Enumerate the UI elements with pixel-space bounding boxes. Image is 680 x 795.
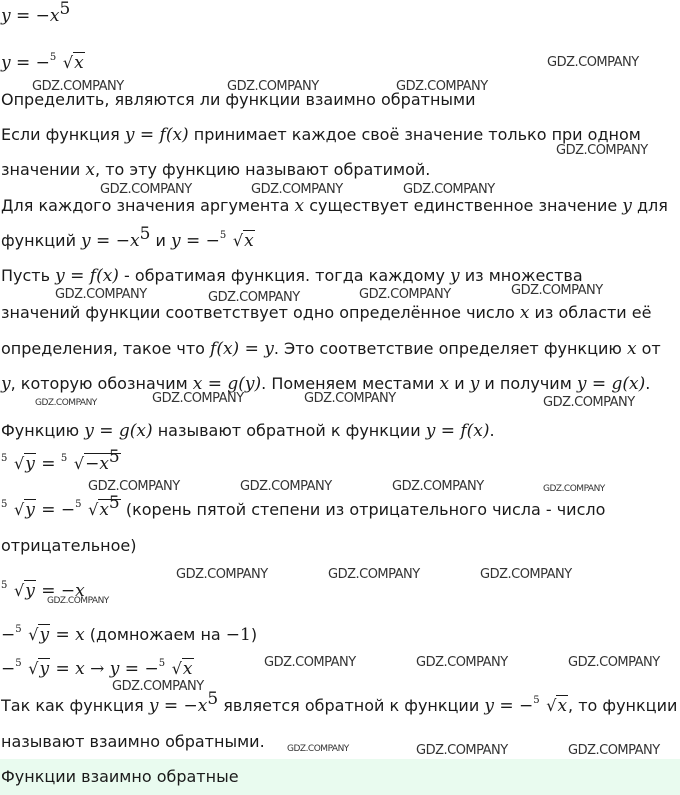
watermark: GDZ.COMPANY [547, 55, 639, 70]
watermark: GDZ.COMPANY [152, 391, 244, 406]
watermark: GDZ.COMPANY [100, 182, 192, 197]
step-negative-root-cont: отрицательное) [1, 536, 137, 555]
step-root-y-neg-x: 5 √y = −x [1, 580, 85, 601]
paragraph-line-7: определения, такое что f(x) = y. Это соответствие определяет функцию x от [1, 339, 661, 359]
watermark: GDZ.COMPANY [568, 743, 660, 758]
watermark: GDZ.COMPANY [416, 743, 508, 758]
watermark: GDZ.COMPANY [396, 79, 488, 94]
watermark: GDZ.COMPANY [359, 287, 451, 302]
watermark: GDZ.COMPANY [480, 567, 572, 582]
watermark: GDZ.COMPANY [304, 391, 396, 406]
watermark: GDZ.COMPANY [543, 395, 635, 410]
watermark: GDZ.COMPANY [543, 484, 605, 494]
paragraph-line-5: Пусть y = f(x) - обратимая функция. тогда каждому y из множества [1, 266, 583, 286]
paragraph-line-4: функций $y = -x^5$ и y = − 5 √x [1, 224, 254, 251]
watermark: GDZ.COMPANY [416, 655, 508, 670]
watermark: GDZ.COMPANY [88, 479, 180, 494]
watermark: GDZ.COMPANY [176, 567, 268, 582]
watermark: GDZ.COMPANY [208, 290, 300, 305]
step-negative-root: 5 √y = − 5 $√x^5$ (корень пятой степени из отрицательного числа - число [1, 493, 606, 520]
step-arrow-result: − 5 √y = x → y = − 5 √x [1, 658, 193, 679]
paragraph-line-6: значений функции соответствует одно определённое число x из области её [1, 303, 652, 323]
answer-text: Функции взаимно обратные [1, 767, 239, 786]
paragraph-line-3: Для каждого значения аргумента x существует единственное значение y для [1, 196, 668, 216]
equation-y-neg-x5: $y = -x^5$ [1, 0, 71, 26]
answer-box [0, 759, 680, 795]
conclusion-line-2: называют взаимно обратными. [1, 732, 265, 751]
watermark: GDZ.COMPANY [264, 655, 356, 670]
paragraph-line-9: Функцию y = g(x) называют обратной к функции y = f(x). [1, 421, 495, 441]
watermark: GDZ.COMPANY [112, 679, 204, 694]
watermark: GDZ.COMPANY [403, 182, 495, 197]
watermark: GDZ.COMPANY [392, 479, 484, 494]
watermark: GDZ.COMPANY [556, 143, 648, 158]
paragraph-line-2: значении x, то эту функцию называют обратимой. [1, 160, 431, 180]
paragraph-line-1: Если функция y = f(x) принимает каждое своё значение только при одном [1, 125, 641, 145]
watermark: GDZ.COMPANY [568, 655, 660, 670]
watermark: GDZ.COMPANY [240, 479, 332, 494]
watermark: GDZ.COMPANY [55, 287, 147, 302]
watermark: GDZ.COMPANY [287, 744, 349, 754]
watermark: GDZ.COMPANY [328, 567, 420, 582]
watermark: GDZ.COMPANY [47, 596, 109, 606]
watermark: GDZ.COMPANY [32, 79, 124, 94]
watermark: GDZ.COMPANY [35, 398, 97, 408]
paragraph-line-8: y, которую обозначим x = g(y). Поменяем местами x и y и получим y = g(x). [1, 374, 651, 394]
equation-y-neg-root-x: y = − 5 √x [1, 52, 84, 73]
conclusion-line-1: Так как функция $y = -x^5$ является обратной к функции y = − 5 √x, то функции [1, 689, 678, 716]
watermark: GDZ.COMPANY [227, 79, 319, 94]
watermark: GDZ.COMPANY [511, 283, 603, 298]
step-multiply-neg1: − 5 √y = x (домножаем на −1) [1, 624, 258, 645]
watermark: GDZ.COMPANY [251, 182, 343, 197]
heading-text: Определить, являются ли функции взаимно обратными [1, 90, 476, 109]
step-root-both-sides: 5 √y = 5 $√-x^5$ [1, 447, 120, 474]
